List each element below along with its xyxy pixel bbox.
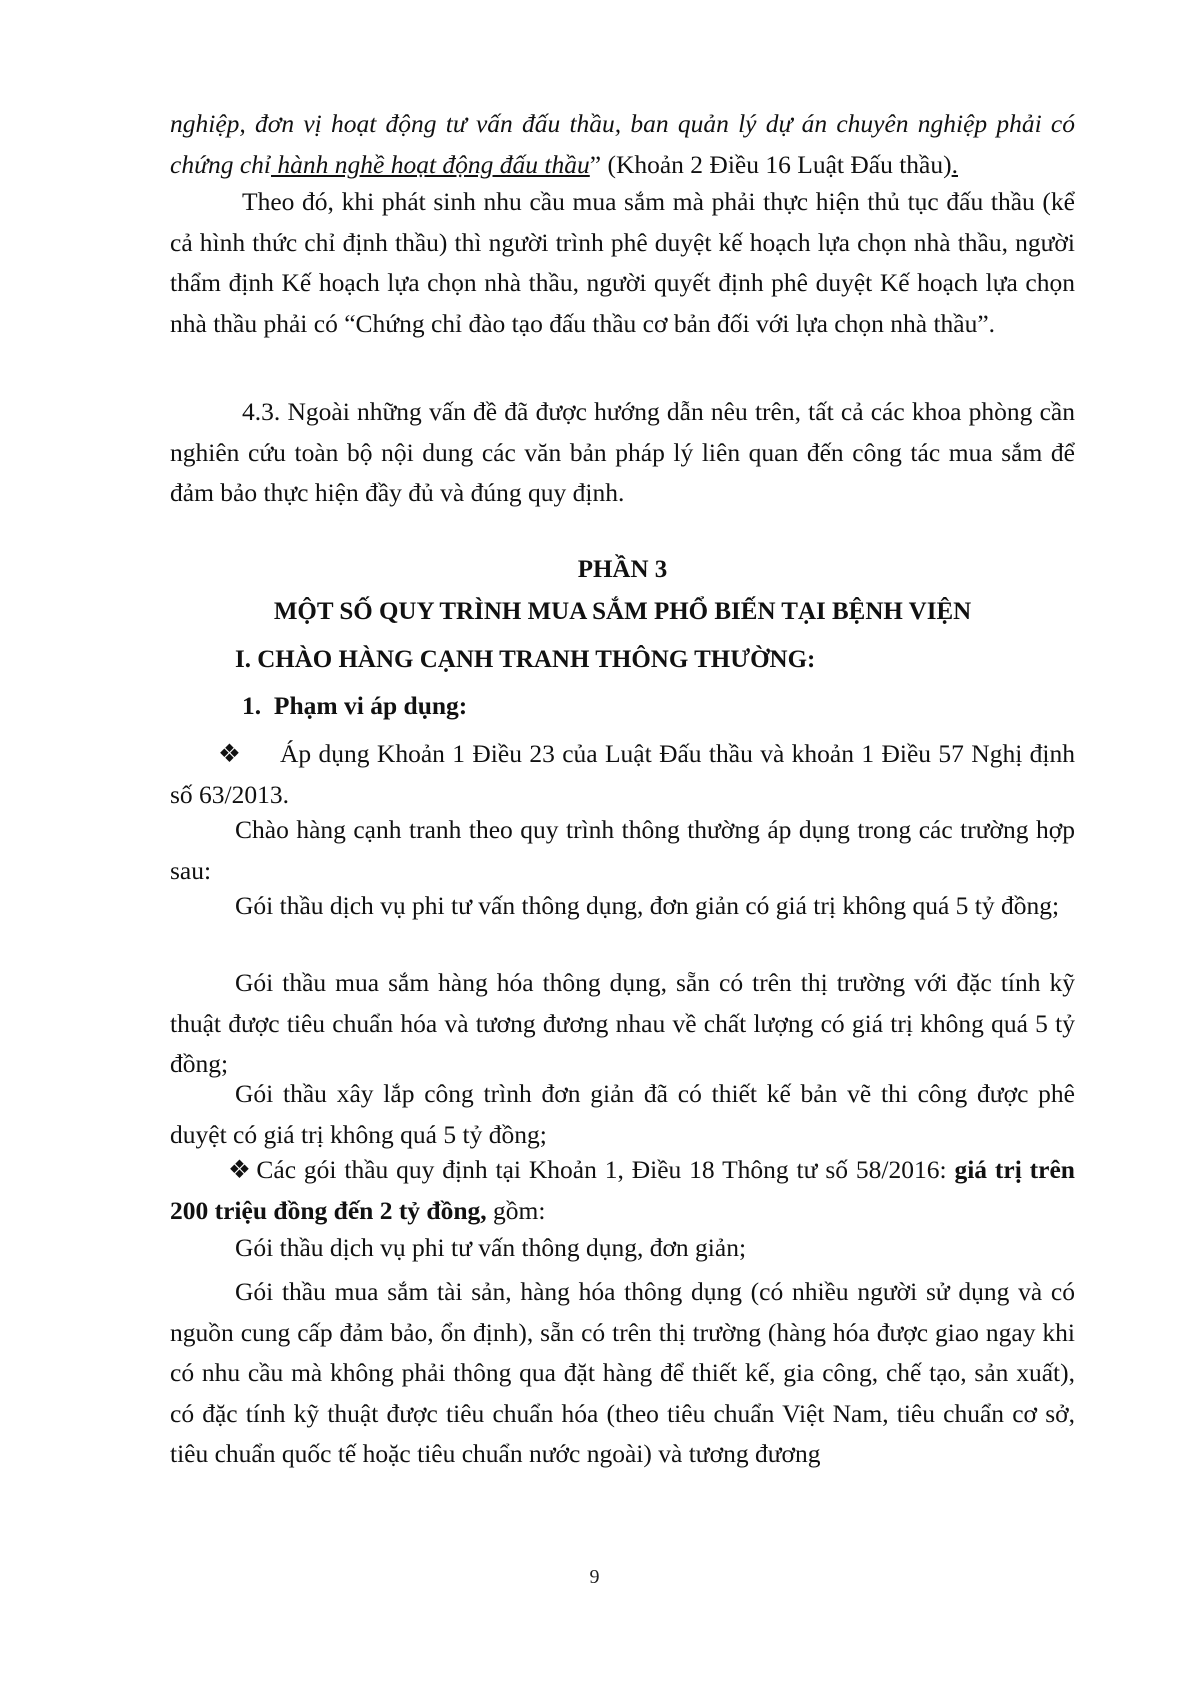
continuation-period: .	[951, 149, 958, 179]
page-number: 9	[589, 1566, 600, 1588]
section-heading: I. CHÀO HÀNG CẠNH TRANH THÔNG THƯỜNG:	[235, 646, 816, 673]
continuation-italic-underlined: hành nghề hoạt động đấu thầu	[271, 149, 590, 179]
bullet-2-tail: gồm:	[486, 1195, 546, 1225]
bullet-2-bold: giá trị trên 200 triệu đồng đến 2 tỷ đồng,	[170, 1155, 1075, 1225]
case-item-1: Gói thầu dịch vụ phi tư vấn thông dụng, đơn giản có giá trị không quá 5 tỷ đồng;	[235, 891, 1060, 920]
diamond-bullet-icon: ❖	[218, 739, 241, 768]
case-item-5: Gói thầu mua sắm tài sản, hàng hóa thông dụng (có nhiều người sử dụng và có nguồn cung cấp đảm bảo, ổn định), sẵn có trên thị trường (hàng hóa được giao ngay khi có nhu cầu mà không phải thông qua đặt hàng để thiết kế, gia công, chế tạo, sản xuất), có đặc tính kỹ thuật được tiêu chuẩn hóa (theo tiêu chuẩn Việt Nam, tiêu chuẩn cơ sở, tiêu chuẩn quốc tế hoặc tiêu chuẩn nước ngoài) và tương đương	[170, 1277, 1075, 1468]
case-item-3: Gói thầu xây lắp công trình đơn giản đã có thiết kế bản vẽ thi công được phê duyệt có giá trị không quá 5 tỷ đồng;	[170, 1079, 1075, 1149]
part-title: PHẦN 3	[577, 556, 668, 583]
subsection-heading	[170, 686, 1075, 727]
part-subtitle: MỘT SỐ QUY TRÌNH MUA SẮM PHỔ BIẾN TẠI BỆNH VIỆN	[273, 598, 972, 625]
paragraph-4-3: 4.3. Ngoài những vấn đề đã được hướng dẫn nêu trên, tất cả các khoa phòng cần nghiên cứu toàn bộ nội dung các văn bản pháp lý liên quan đến công tác mua sắm để đảm bảo thực hiện đầy đủ và đúng quy định.	[170, 397, 1075, 507]
paragraph-theo-do: Theo đó, khi phát sinh nhu cầu mua sắm mà phải thực hiện thủ tục đấu thầu (kể cả hình thức chỉ định thầu) thì người trình phê duyệt kế hoạch lựa chọn nhà thầu, người thẩm định Kế hoạch lựa chọn nhà thầu, người quyết định phê duyệt Kế hoạch lựa chọn nhà thầu phải có “Chứng chỉ đào tạo đấu thầu cơ bản đối với lựa chọn nhà thầu”.	[170, 187, 1075, 338]
bullet-2-lead: Các gói thầu quy định tại Khoản 1, Điều 18 Thông tư số 58/2016:	[256, 1155, 955, 1184]
paragraph-chao-hang: Chào hàng cạnh tranh theo quy trình thông thường áp dụng trong các trường hợp sau:	[170, 815, 1075, 885]
continuation-italic: nghiệp, đơn vị hoạt động tư vấn đấu thầu, ban quản lý dự án chuyên nghiệp phải có chứng chỉ	[170, 109, 1075, 179]
bullet-1-text: Áp dụng Khoản 1 Điều 23 của Luật Đấu thầu và khoản 1 Điều 57 Nghị định số 63/2013.	[170, 739, 1075, 809]
subsection-number: 1.	[242, 691, 262, 720]
continuation-paragraph	[170, 104, 1075, 185]
subsection-title: Phạm vi áp dụng:	[273, 691, 468, 720]
case-item-4: Gói thầu dịch vụ phi tư vấn thông dụng, đơn giản;	[235, 1233, 747, 1262]
bullet-item-2	[170, 1150, 1075, 1231]
diamond-bullet-icon: ❖	[228, 1155, 253, 1184]
case-item-2: Gói thầu mua sắm hàng hóa thông dụng, sẵn có trên thị trường với đặc tính kỹ thuật được tiêu chuẩn hóa và tương đương nhau về chất lượng có giá trị không quá 5 tỷ đồng;	[170, 968, 1075, 1078]
continuation-citation: ” (Khoản 2 Điều 16 Luật Đấu thầu)	[589, 149, 952, 179]
bullet-item-1	[170, 734, 1075, 815]
